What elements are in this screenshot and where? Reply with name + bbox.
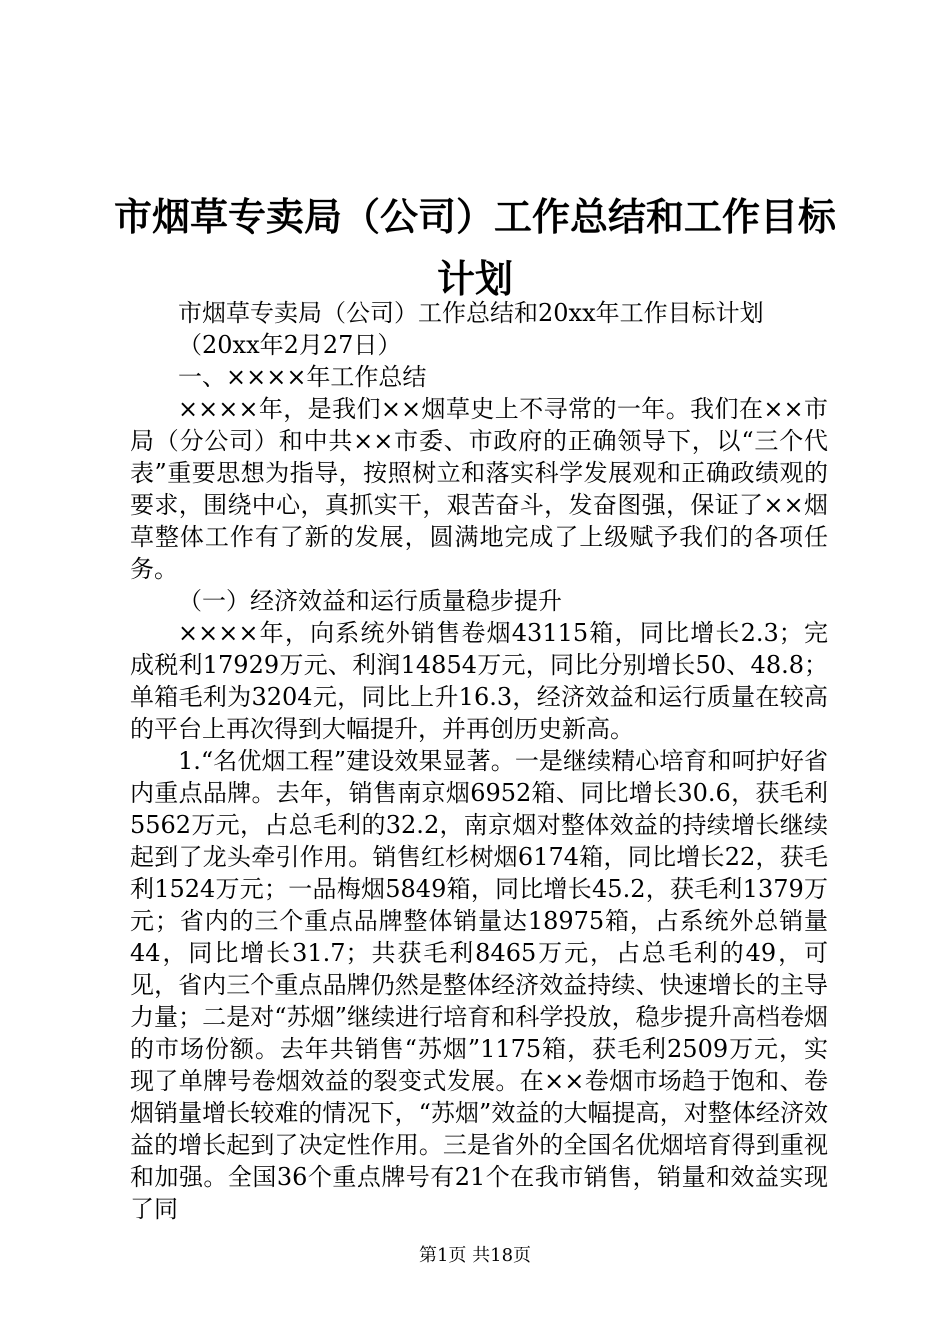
- subtitle-line: 市烟草专卖局（公司）工作总结和20xx年工作目标计划: [178, 299, 764, 327]
- body-paragraph: 1.“名优烟工程”建设效果显著。一是继续精心培育和呵护好省内重点品牌。去年，销售南京烟6952箱、同比增长30.6，获毛利5562万元，占总毛利的32.2，南京烟对整体效益的持续增长继续起到了龙头牵引作用。销售红杉树烟6174箱，同比增长22，获毛利1524万元；一品梅烟5849箱，同比增长45.2，获毛利1379万元；省内的三个重点品牌整体销量达18975箱，占系统外总销量44，同比增长31.7；共获毛利8465万元，占总毛利的49，可见，省内三个重点品牌仍然是整体经济效益持续、快速增长的主导力量；二是对“苏烟”继续进行培育和科学投放，稳步提升高档卷烟的市场份额。去年共销售“苏烟”1175箱，获毛利2509万元，实现了单牌号卷烟效益的裂变式发展。在××卷烟市场趋于饱和、卷烟销量增长较难的情况下，“苏烟”效益的大幅提高，对整体经济效益的增长起到了决定性作用。三是省外的全国名优烟培育得到重视和加强。全国36个重点牌号有21个在我市销售，销量和效益实现了同: [130, 747, 828, 1223]
- date-line: （20xx年2月27日）: [178, 331, 402, 359]
- body-paragraph: ××××年，向系统外销售卷烟43115箱，同比增长2.3；完成税利17929万元、利润14854万元，同比分别增长50、48.8；单箱毛利为3204元，同比上升16.3，经济效益和运行质量在较高的平台上再次得到大幅提升，并再创历史新高。: [130, 619, 828, 743]
- subsection-heading: （一）经济效益和运行质量稳步提升: [178, 587, 562, 615]
- page-footer: 第1页 共18页: [418, 1245, 532, 1266]
- body-paragraph: ××××年，是我们××烟草史上不寻常的一年。我们在××市局（分公司）和中共××市委、市政府的正确领导下，以“三个代表”重要思想为指导，按照树立和落实科学发展观和正确政绩观的要求，围绕中心，真抓实干，艰苦奋斗，发奋图强，保证了××烟草整体工作有了新的发展，圆满地完成了上级赋予我们的各项任务。: [130, 395, 828, 583]
- section-heading: 一、××××年工作总结: [178, 363, 427, 391]
- document-body: [130, 297, 828, 1225]
- document-title: 市烟草专卖局（公司）工作总结和工作目标计划: [113, 195, 836, 301]
